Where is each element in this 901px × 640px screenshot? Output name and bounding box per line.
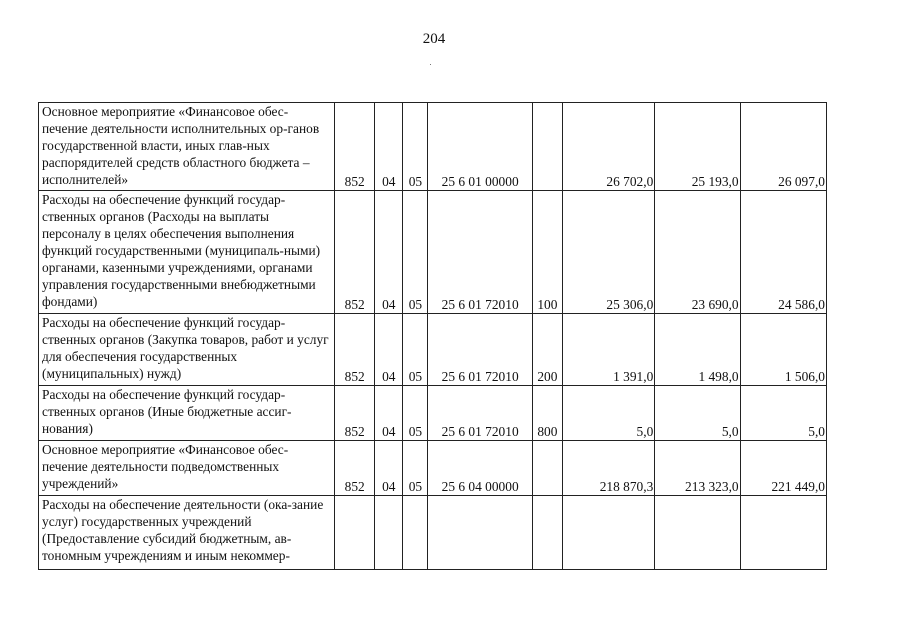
table-row [39, 191, 827, 314]
row-description: Расходы на обеспечение функций государ-ственных органов (Иные бюджетные ассиг-нования) [39, 386, 335, 441]
target-article-code: 25 6 01 00000 [428, 103, 532, 191]
target-article-code: 25 6 01 72010 [428, 386, 532, 441]
table-row [39, 314, 827, 386]
ministry-code: 852 [335, 103, 375, 191]
ministry-code: 852 [335, 386, 375, 441]
expense-type-code [532, 103, 562, 191]
section-code: 04 [375, 314, 403, 386]
amount-year-3: 1 506,0 [740, 314, 826, 386]
amount-year-1 [562, 496, 654, 570]
expense-type-code: 800 [532, 386, 562, 441]
scan-speck [430, 64, 431, 65]
section-code: 04 [375, 441, 403, 496]
table-row [39, 441, 827, 496]
section-code: 04 [375, 191, 403, 314]
amount-year-3 [740, 496, 826, 570]
table-row [39, 103, 827, 191]
row-description: Расходы на обеспечение функций государ-ственных органов (Расходы на выплаты персоналу в целях обеспечения выполнения функций государственными (муниципаль-ными) органами, казенными учреждениями, органами управления государственными внебюджетными фондами) [39, 191, 335, 314]
target-article-code: 25 6 04 00000 [428, 441, 532, 496]
amount-year-2: 1 498,0 [655, 314, 740, 386]
subsection-code: 05 [403, 103, 428, 191]
subsection-code [403, 496, 428, 570]
amount-year-1: 1 391,0 [562, 314, 654, 386]
amount-year-3: 26 097,0 [740, 103, 826, 191]
section-code: 04 [375, 386, 403, 441]
row-description: Расходы на обеспечение деятельности (ока-зание услуг) государственных учреждений (Предоставление субсидий бюджетным, ав-тономным учреждениям и иным некоммер- [39, 496, 335, 570]
row-description: Расходы на обеспечение функций государ-ственных органов (Закупка товаров, работ и услуг для обеспечения государственных (муниципальных) нужд) [39, 314, 335, 386]
table-row [39, 386, 827, 441]
amount-year-2: 5,0 [655, 386, 740, 441]
amount-year-2: 25 193,0 [655, 103, 740, 191]
subsection-code: 05 [403, 386, 428, 441]
ministry-code: 852 [335, 314, 375, 386]
target-article-code [428, 496, 532, 570]
expense-type-code: 100 [532, 191, 562, 314]
row-description: Основное мероприятие «Финансовое обес-печение деятельности исполнительных ор-ганов государственной власти, иных глав-ных распорядителей средств областного бюджета – исполнителей» [39, 103, 335, 191]
amount-year-3: 221 449,0 [740, 441, 826, 496]
table-row [39, 496, 827, 570]
amount-year-2: 23 690,0 [655, 191, 740, 314]
ministry-code: 852 [335, 191, 375, 314]
section-code [375, 496, 403, 570]
target-article-code: 25 6 01 72010 [428, 314, 532, 386]
amount-year-3: 24 586,0 [740, 191, 826, 314]
amount-year-2 [655, 496, 740, 570]
expense-type-code [532, 441, 562, 496]
subsection-code: 05 [403, 441, 428, 496]
row-description: Основное мероприятие «Финансовое обес-печение деятельности подведомственных учреждений» [39, 441, 335, 496]
budget-table [38, 102, 827, 570]
amount-year-1: 26 702,0 [562, 103, 654, 191]
ministry-code [335, 496, 375, 570]
amount-year-1: 218 870,3 [562, 441, 654, 496]
amount-year-3: 5,0 [740, 386, 826, 441]
target-article-code: 25 6 01 72010 [428, 191, 532, 314]
ministry-code: 852 [335, 441, 375, 496]
subsection-code: 05 [403, 314, 428, 386]
expense-type-code: 200 [532, 314, 562, 386]
amount-year-1: 5,0 [562, 386, 654, 441]
amount-year-2: 213 323,0 [655, 441, 740, 496]
expense-type-code [532, 496, 562, 570]
page-number: 204 [422, 31, 446, 47]
subsection-code: 05 [403, 191, 428, 314]
amount-year-1: 25 306,0 [562, 191, 654, 314]
section-code: 04 [375, 103, 403, 191]
